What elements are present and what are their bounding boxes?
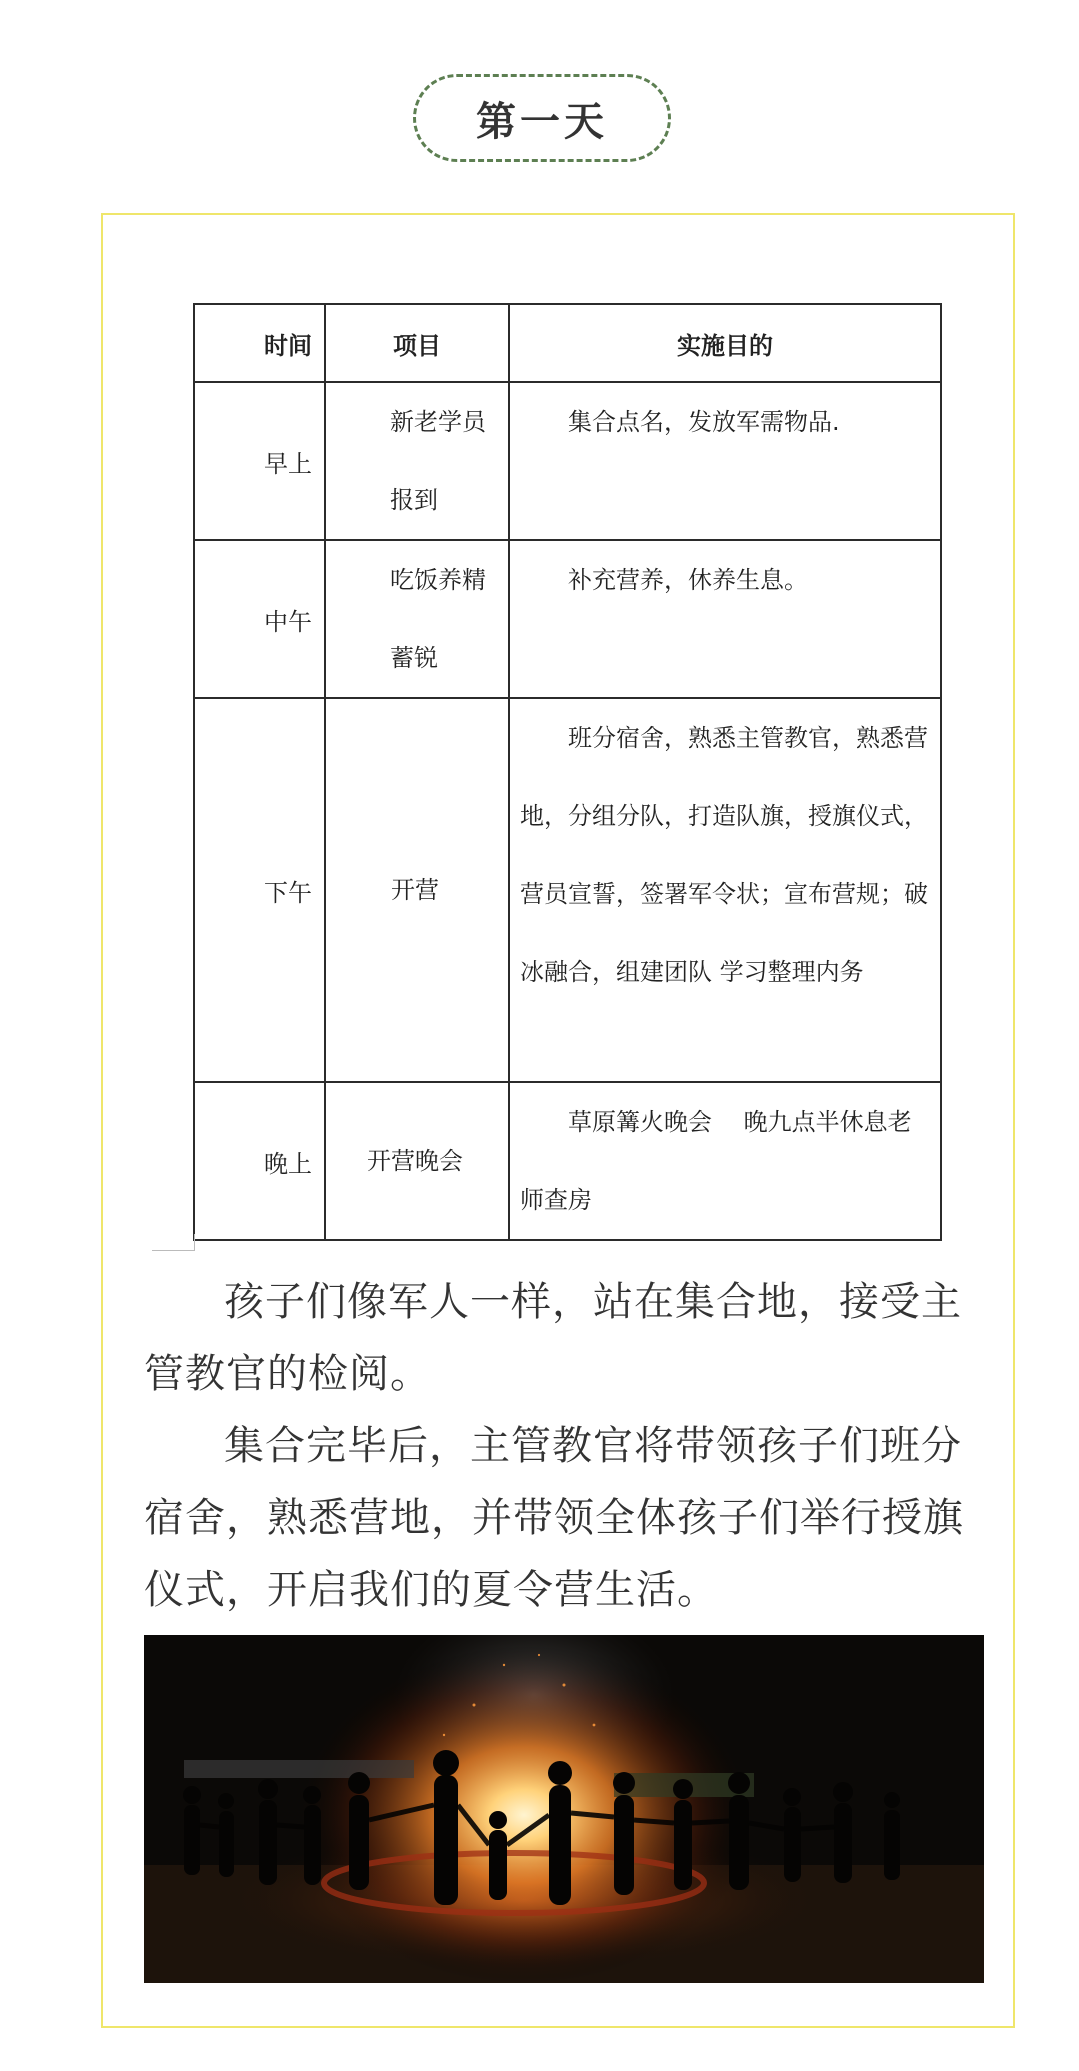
- row-item: 新老学员报到: [325, 382, 509, 540]
- day-title-badge: [413, 74, 671, 162]
- row-item: 吃饭养精蓄锐: [325, 540, 509, 698]
- row-time: 晚上: [194, 1082, 325, 1240]
- schedule-table: [193, 303, 942, 1241]
- table-row: [194, 698, 941, 1082]
- row-purpose: 集合点名，发放军需物品.: [509, 382, 941, 540]
- bonfire-illustration: [144, 1635, 984, 1983]
- row-item: 开营: [325, 698, 509, 1082]
- table-row: [194, 1082, 941, 1240]
- header-time: 时间: [194, 304, 325, 382]
- header-item: 项目: [325, 304, 509, 382]
- table-row: [194, 382, 941, 540]
- row-purpose: 草原篝火晚会 晚九点半休息老师查房: [509, 1082, 941, 1240]
- day-title: 第一天: [476, 98, 608, 145]
- table-header-row: [194, 304, 941, 382]
- article-paragraph-2: 集合完毕后，主管教官将带领孩子们班分宿舍，熟悉营地，并带领全体孩子们举行授旗仪式，开启我们的夏令营生活。: [144, 1423, 964, 1613]
- table-row: [194, 540, 941, 698]
- row-time: 下午: [194, 698, 325, 1082]
- article-paragraph-1: 孩子们像军人一样，站在集合地，接受主管教官的检阅。: [144, 1279, 962, 1397]
- table-corner-mark: [152, 1234, 195, 1251]
- row-purpose: 补充营养，休养生息。: [509, 540, 941, 698]
- row-purpose: 班分宿舍，熟悉主管教官，熟悉营地，分组分队，打造队旗，授旗仪式，营员宣誓，签署军令状；宣布营规；破冰融合，组建团队 学习整理内务: [509, 698, 941, 1082]
- header-purpose: 实施目的: [509, 304, 941, 382]
- row-time: 中午: [194, 540, 325, 698]
- bonfire-photo: [144, 1635, 984, 1983]
- row-item: 开营晚会: [325, 1082, 509, 1240]
- row-time: 早上: [194, 382, 325, 540]
